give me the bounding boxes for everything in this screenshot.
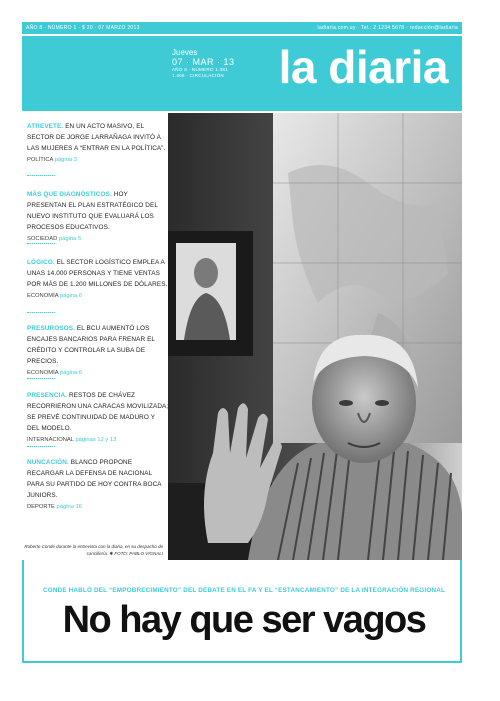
contact-info: ladiaria.com.uy · Tel.: 2 1234 5678 · redacción@ladiaria (317, 25, 458, 31)
date-day: Jueves (172, 48, 198, 57)
photo-caption: Roberto Conde durante la entrevista con la diaria, en su despacho de cancillería. ✱ FOTO: PABLO VIGNALI (24, 544, 163, 556)
top-info-bar (22, 22, 462, 34)
teaser-body: EN UN ACTO MASIVO, EL SECTOR DE JORGE LARRAÑAGA INVITÓ A LAS MUJERES A “ENTRAR EN LA POLÍTICA”. (27, 123, 166, 152)
teaser-text (27, 121, 169, 154)
teaser-text (27, 390, 169, 434)
teaser-column (22, 113, 167, 563)
main-headline-box (22, 560, 462, 663)
teaser-section (27, 504, 169, 510)
teaser-section (27, 293, 169, 299)
issue-info: AÑO 8 · NÚMERO 1 · $ 20 · 07 MARZO 2013 (26, 25, 140, 31)
divider (27, 243, 55, 244)
interview-photo-illustration (168, 113, 462, 560)
teaser-text (27, 457, 169, 501)
section-name: DEPORTE (27, 504, 55, 510)
section-name: SOCIEDAD (27, 236, 58, 242)
date-block (172, 48, 235, 79)
newspaper-logo: la diaria (278, 41, 448, 93)
masthead (22, 36, 462, 111)
teaser-story[interactable] (27, 257, 169, 299)
section-name: POLÍTICA (27, 157, 54, 163)
main-headline[interactable]: No hay que ser vagos (62, 599, 426, 641)
lead-photo (168, 113, 462, 560)
page-ref: página 3 (54, 157, 77, 163)
issue-line-2: 1.406 · CIRCULACIÓN (172, 73, 224, 78)
section-name: ECONOMÍA (27, 293, 59, 299)
page-ref: páginas 12 y 13 (75, 437, 117, 443)
divider (27, 378, 55, 379)
teaser-story[interactable] (27, 121, 169, 163)
teaser-body: RESTOS DE CHÁVEZ RECORRIERON UNA CARACAS MOVILIZADA; SE PREVÉ CONTINUIDAD DE MADURO Y DEL MODELO. (27, 392, 169, 432)
teaser-section (27, 157, 169, 163)
section-name: INTERNACIONAL (27, 437, 74, 443)
section-name: ECONOMÍA (27, 370, 59, 376)
teaser-story[interactable] (27, 323, 169, 376)
teaser-body: BLANCO PROPONE RECARGAR LA DEFENSA DE NACIONAL PARA SU PARTIDO DE HOY CONTRA BOCA JUNIORS. (27, 459, 162, 499)
teaser-kicker: NUNCACIÓN. (27, 459, 69, 466)
teaser-kicker: PRESENCIA. (27, 392, 68, 399)
teaser-kicker: PRESUROSOS. (27, 325, 75, 332)
teaser-section (27, 370, 169, 376)
teaser-text (27, 323, 169, 367)
teaser-body: EL SECTOR LOGÍSTICO EMPLEA A UNAS 14.000 PERSONAS Y TIENE VENTAS POR MÁS DE 1.200 MILLONES DE DÓLARES. (27, 259, 168, 288)
page-ref: página 6 (59, 293, 83, 299)
page-ref: página 5 (58, 236, 82, 242)
headline-kicker: CONDE HABLÓ DEL “EMPOBRECIMIENTO” DEL DEBATE EN EL FA Y EL “ESTANCAMIENTO” DE LA INTEGRACIÓN REGIONAL (42, 587, 445, 594)
teaser-text (27, 189, 169, 233)
date-number: 07 · MAR · 13 (172, 57, 235, 67)
teaser-kicker: MÁS QUE DIAGNÓSTICOS. (27, 191, 112, 198)
divider (27, 175, 55, 176)
teaser-section (27, 437, 169, 443)
page-ref: página 6 (59, 370, 83, 376)
teaser-section (27, 236, 169, 242)
teaser-story[interactable] (27, 457, 169, 510)
issue-line-1: AÑO 8 · NÚMERO 1.381 (172, 67, 229, 72)
teaser-body: HOY PRESENTAN EL PLAN ESTRATÉGICO DEL NUEVO INSTITUTO QUE EVALUARÁ LOS PROCESOS EDUCATIVOS. (27, 191, 158, 231)
page-ref: página 16 (56, 504, 83, 510)
teaser-story[interactable] (27, 189, 169, 242)
divider (27, 446, 55, 447)
teaser-body: EL BCU AUMENTÓ LOS ENCAJES BANCARIOS PARA FRENAR EL CRÉDITO Y CONTROLAR LA SUBA DE PRECIOS. (27, 325, 155, 365)
teaser-story[interactable] (27, 390, 169, 443)
teaser-text (27, 257, 169, 290)
teaser-kicker: LÓGICO. (27, 259, 55, 266)
teaser-kicker: ATREVETE. (27, 123, 64, 130)
divider (27, 312, 55, 313)
